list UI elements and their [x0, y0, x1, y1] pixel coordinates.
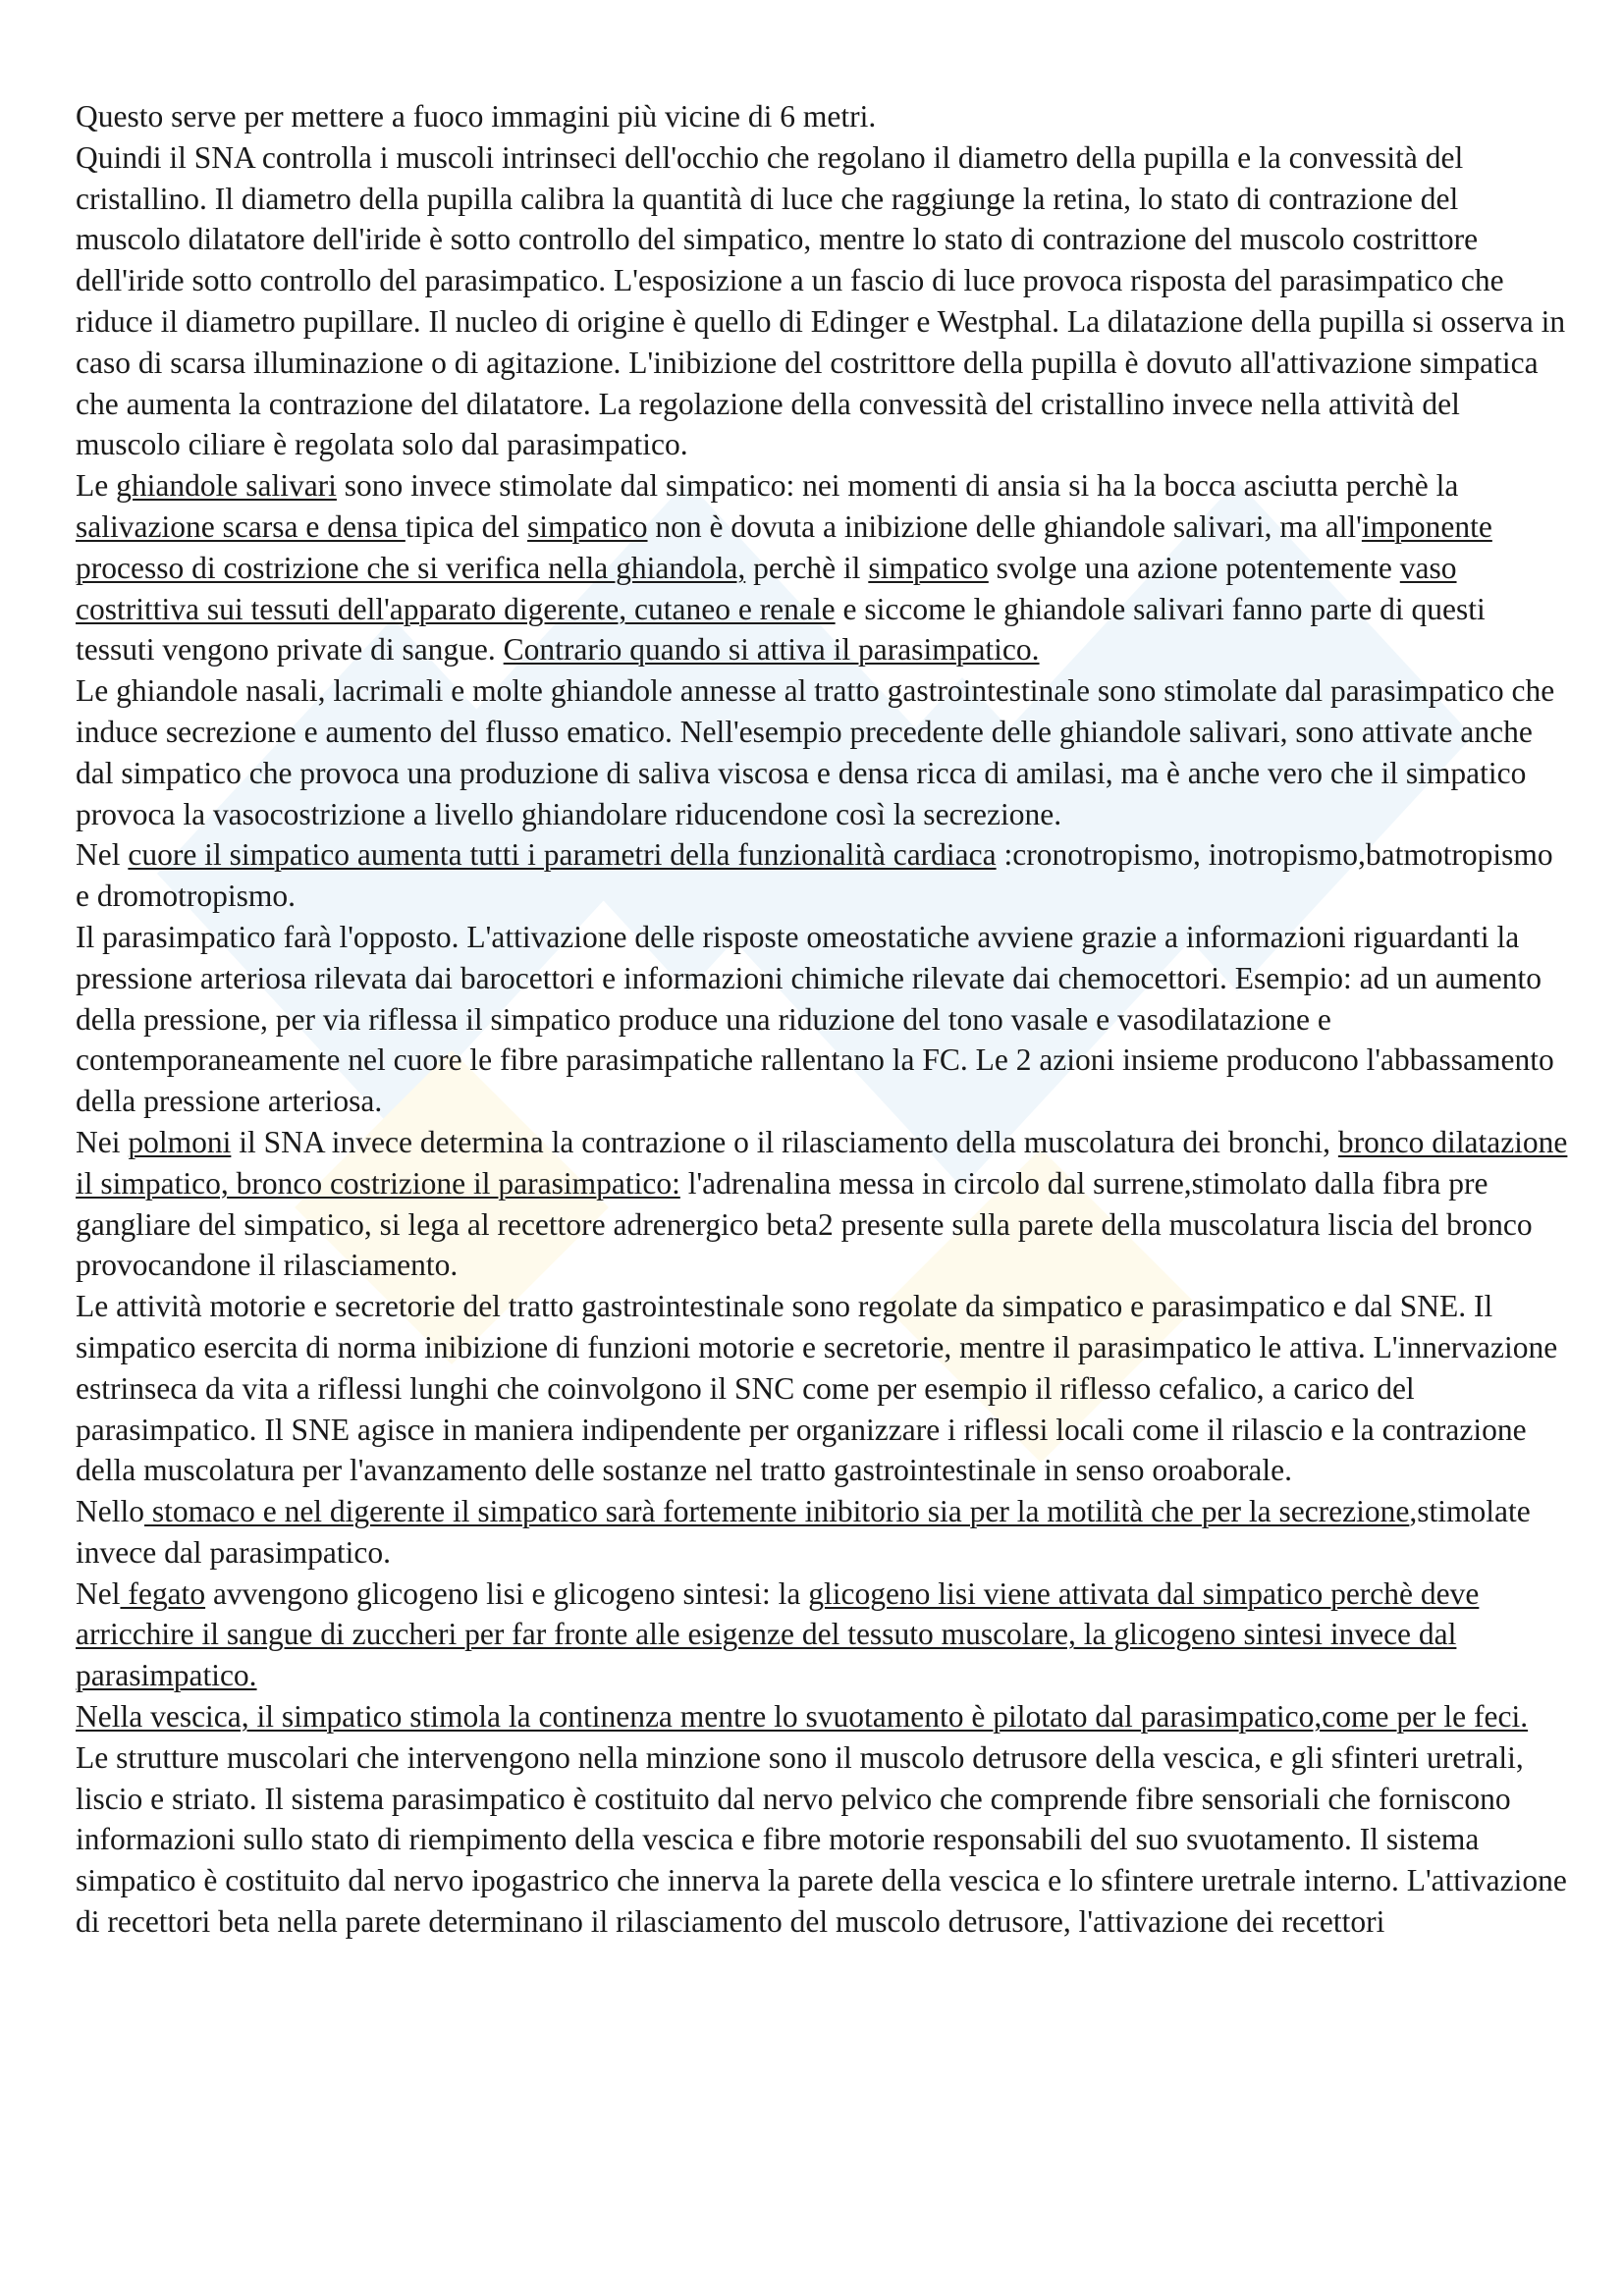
paragraph — [76, 1574, 1568, 1696]
underlined-text: glicogeno lisi viene attivata dal simpatico perchè deve arricchire il sangue di zuccheri per far fronte alle esigenze del tessuto muscolare, la glicogeno sintesi invece dal parasimpatico. — [76, 1575, 1480, 1693]
underlined-text: salivazione scarsa e densa — [76, 508, 406, 544]
text-run: sono invece stimolate dal simpatico: nei momenti di ansia si ha la bocca asciutta perchè la — [336, 468, 1459, 504]
text-run: ,stimolate invece dal parasimpatico. — [76, 1494, 1531, 1570]
text-run: Nel — [76, 837, 129, 873]
underlined-text: ghiandole salivari — [116, 468, 337, 504]
text-run: svolge una azione potentemente — [988, 550, 1400, 585]
underlined-text: vaso costrittiva sui tessuti dell'apparato digerente, cutaneo e renale — [76, 550, 1457, 626]
paragraph — [76, 1696, 1568, 1943]
text-run: :cronotropismo, inotropismo,batmotropismo e dromotropismo. — [76, 837, 1553, 914]
text-run: perchè il — [745, 550, 869, 585]
text-run: Le — [76, 468, 117, 504]
text-run: Quindi il SNA controlla i muscoli intrinseci dell'occhio che regolano il diametro della pupilla e la convessità del cristallino. Il diametro della pupilla calibra la quantità di luce che raggiunge la retina, lo stato di contrazione del muscolo dilatatore dell'iride è sotto controllo del simpatico, mentre lo stato di contrazione del muscolo costrittore dell'iride sotto controllo del parasimpatico. L'esposizione a un fascio di luce provoca risposta del parasimpatico che riduce il diametro pupillare. Il nucleo di origine è quello di Edinger e Westphal. La dilatazione della pupilla si osserva in caso di scarsa illuminazione o di agitazione. L'inibizione del costrittore della pupilla è dovuto all'attivazione simpatica che aumenta la contrazione del dilatatore. La regolazione della convessità del cristallino invece nella attività del muscolo ciliare è regolata solo dal parasimpatico. — [76, 139, 1566, 462]
text-run: avvengono glicogeno lisi e glicogeno sintesi: la — [205, 1575, 809, 1611]
text-run: e siccome le ghiandole salivari fanno parte di questi tessuti vengono private di sangue. — [76, 591, 1486, 667]
underlined-text: Contrario quando si attiva il parasimpatico. — [503, 632, 1040, 667]
paragraph — [76, 137, 1568, 465]
text-run: Nei — [76, 1124, 129, 1159]
underlined-text: stomaco e nel digerente il simpatico sarà fortemente inibitorio sia per la motilità che per la secrezione — [143, 1494, 1410, 1529]
text-run: non è dovuta a inibizione delle ghiandole salivari, ma all' — [647, 508, 1362, 544]
underlined-text: bronco dilatazione il simpatico, bronco costrizione il parasimpatico: — [76, 1124, 1568, 1201]
text-run: Nel — [76, 1575, 121, 1611]
text-run: tipica del — [405, 508, 528, 544]
text-run: Le strutture muscolari che intervengono nella minzione sono il muscolo detrusore della vescica, e gli sfinteri uretrali, liscio e striato. Il sistema parasimpatico è costituito dal nervo pelvico che comprende fibre sensoriali che forniscono informazioni sullo stato di riempimento della vescica e fibre motorie responsabili del suo svuotamento. Il sistema simpatico è costituito dal nervo ipogastrico che innerva la parete della vescica e lo sfintere uretrale interno. L'attivazione di recettori beta nella parete determinano il rilasciamento del muscolo detrusore, l'attivazione dei recettori — [76, 1739, 1567, 1940]
text-run: il SNA invece determina la contrazione o il rilasciamento della muscolatura dei bronchi, — [231, 1124, 1338, 1159]
paragraph — [76, 96, 1568, 137]
text-run: Le ghiandole nasali, lacrimali e molte ghiandole annesse al tratto gastrointestinale sono stimolate dal parasimpatico che induce secrezione e aumento del flusso ematico. Nell'esempio precedente delle ghiandole salivari, sono attivate anche dal simpatico che provoca una produzione di saliva viscosa e densa ricca di amilasi, ma è anche vero che il simpatico provoca la vasocostrizione a livello ghiandolare riducendone così la secrezione. — [76, 673, 1555, 831]
underlined-text: simpatico — [527, 508, 648, 544]
document-page — [76, 96, 1568, 1943]
text-run: Questo serve per mettere a fuoco immagini più vicine di 6 metri. — [76, 99, 877, 133]
text-run: Il parasimpatico farà l'opposto. L'attivazione delle risposte omeostatiche avviene grazie a informazioni riguardanti la pressione arteriosa rilevata dai barocettori e informazioni chimiche rilevate dai chemocettori. Esempio: ad un aumento della pressione, per via riflessa il simpatico produce una riduzione del tono vasale e vasodilatazione e contemporaneamente nel cuore le fibre parasimpatiche rallentano la FC. Le 2 azioni insieme producono l'abbassamento della pressione arteriosa. — [76, 919, 1554, 1119]
paragraph — [76, 917, 1568, 1122]
underlined-text: cuore il simpatico aumenta tutti i parametri della funzionalità cardiaca — [128, 837, 997, 873]
underlined-text: Nella vescica, il simpatico stimola la continenza mentre lo svuotamento è pilotato dal parasimpatico,come per le feci. — [76, 1699, 1529, 1735]
text-run: Nello — [76, 1494, 144, 1529]
paragraph — [76, 465, 1568, 670]
underlined-text: fegato — [120, 1575, 206, 1611]
underlined-text: simpatico — [868, 550, 989, 585]
paragraph — [76, 670, 1568, 834]
underlined-text: imponente processo di costrizione che si verifica nella ghiandola, — [76, 508, 1492, 585]
paragraph — [76, 1122, 1568, 1286]
paragraph — [76, 834, 1568, 917]
paragraph — [76, 1286, 1568, 1491]
text-run: l'adrenalina messa in circolo dal surrene,stimolato dalla fibra pre gangliare del simpatico, si lega al recettore adrenergico beta2 presente sulla parete della muscolatura liscia del bronco provocandone il rilasciamento. — [76, 1165, 1533, 1283]
underlined-text: polmoni — [128, 1124, 232, 1159]
paragraph — [76, 1491, 1568, 1574]
text-run: Le attività motorie e secretorie del tratto gastrointestinale sono regolate da simpatico e parasimpatico e dal SNE. Il simpatico esercita di norma inibizione di funzioni motorie e secretorie, mentre il parasimpatico le attiva. L'innervazione estrinseca da vita a riflessi lunghi che coinvolgono il SNC come per esempio il riflesso cefalico, a carico del parasimpatico. Il SNE agisce in maniera indipendente per organizzare i riflessi locali come il rilascio e la contrazione della muscolatura per l'avanzamento delle sostanze nel tratto gastrointestinale in senso oroaborale. — [76, 1289, 1558, 1488]
